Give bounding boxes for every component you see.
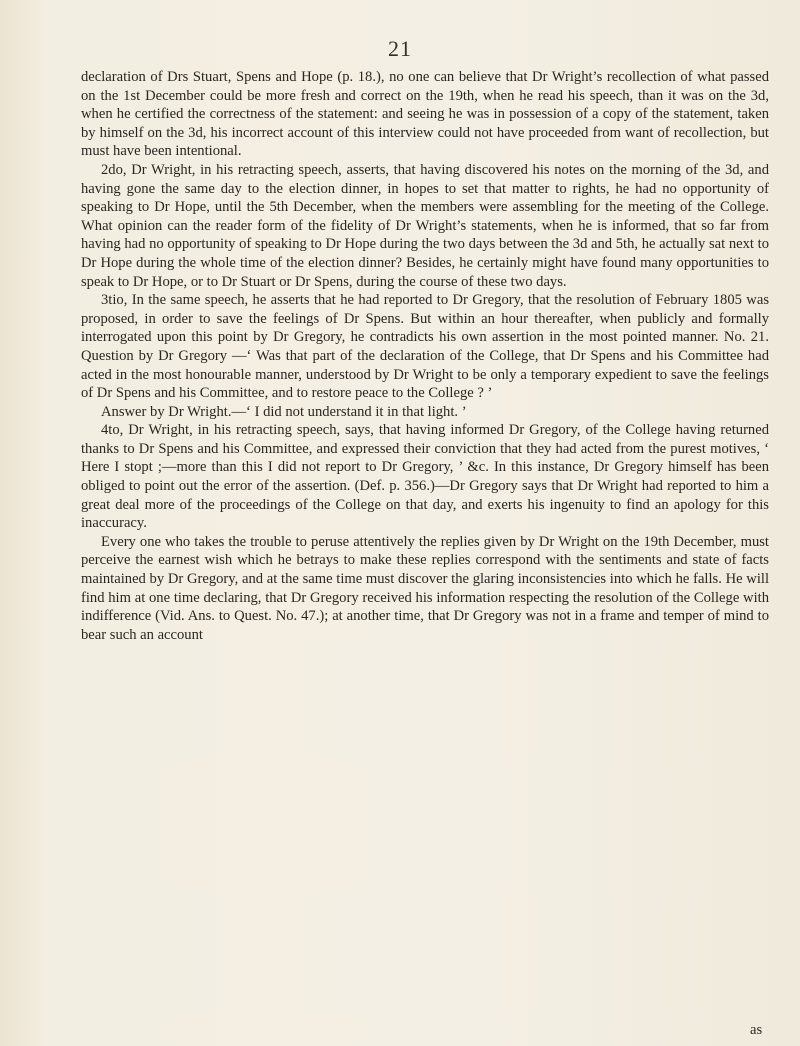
paragraph-1: declaration of Drs Stuart, Spens and Hope (p. 18.), no one can believe that Dr Wright’s recollection of what passed on the 1st December could be more fresh and correct on the 19th, when he read his speech, than it was on the 3d, when he certified the correctness of the statement: and seeing he was in possession of a copy of the statement, taken by himself on the 3d, his incorrect account of this interview could not have proceeded from want of recollection, but must have been intentional. [81,69,769,160]
body-text [81,68,769,644]
catchword: as [750,1022,763,1038]
page-number: 21 [388,36,412,61]
paragraph-4: Answer by Dr Wright.—‘ I did not understand it in that light. ’ [101,403,467,420]
paragraph-6: Every one who takes the trouble to peruse attentively the replies given by Dr Wright on the 19th December, must perceive the earnest wish which he betrays to make these replies correspond with the sentiments and state of facts maintained by Dr Gregory, and at the same time must discover the glaring inconsistencies into which he falls. He will find him at one time declaring, that Dr Gregory received his information respecting the resolution of the College with indifference (Vid. Ans. to Quest. No. 47.); at another time, that Dr Gregory was not in a frame and temper of mind to bear such an account [81,533,769,643]
paragraph-5: 4to, Dr Wright, in his retracting speech, says, that having informed Dr Gregory, of the College having returned thanks to Dr Spens and his Committee, and expressed their conviction that they had acted from the purest motives, ‘ Here I stopt ;—more than this I did not report to Dr Gregory, ’ &c. In this instance, Dr Gregory himself has been obliged to point out the error of the assertion. (Def. p. 356.)—Dr Gregory says that Dr Wright had reported to him a great deal more of the proceedings of the College on that day, and exerts his ingenuity to find an apology for this inaccuracy. [81,422,769,532]
paragraph-2: 2do, Dr Wright, in his retracting speech, asserts, that having discovered his notes on the morning of the 3d, and having gone the same day to the election dinner, in hopes to set that matter to rights, he had no opportunity of speaking to Dr Hope, until the 5th December, when the members were assembling for the meeting of the College. What opinion can the reader form of the fidelity of Dr Wright’s statements, when he is informed, that so far from having had no opportunity of speaking to Dr Hope during the two days between the 3d and 5th, he actually sat next to Dr Hope during the whole time of the election dinner? Besides, he certainly might have found many opportunities to speak to Dr Hope, or to Dr Stuart or Dr Spens, during the course of these two days. [81,161,769,290]
paragraph-3: 3tio, In the same speech, he asserts that he had reported to Dr Gregory, that the resolution of February 1805 was proposed, in order to save the feelings of Dr Spens. But within an hour thereafter, when publicly and formally interrogated upon this point by Dr Gregory, he contradicts his own assertion in the most pointed manner. No. 21. Question by Dr Gregory —‘ Was that part of the declaration of the College, that Dr Spens and his Committee had acted in the most honourable manner, understood by Dr Wright to be only a temporary expedient to save the feelings of Dr Spens and his Committee, and to restore peace to the College ? ’ [81,292,769,402]
